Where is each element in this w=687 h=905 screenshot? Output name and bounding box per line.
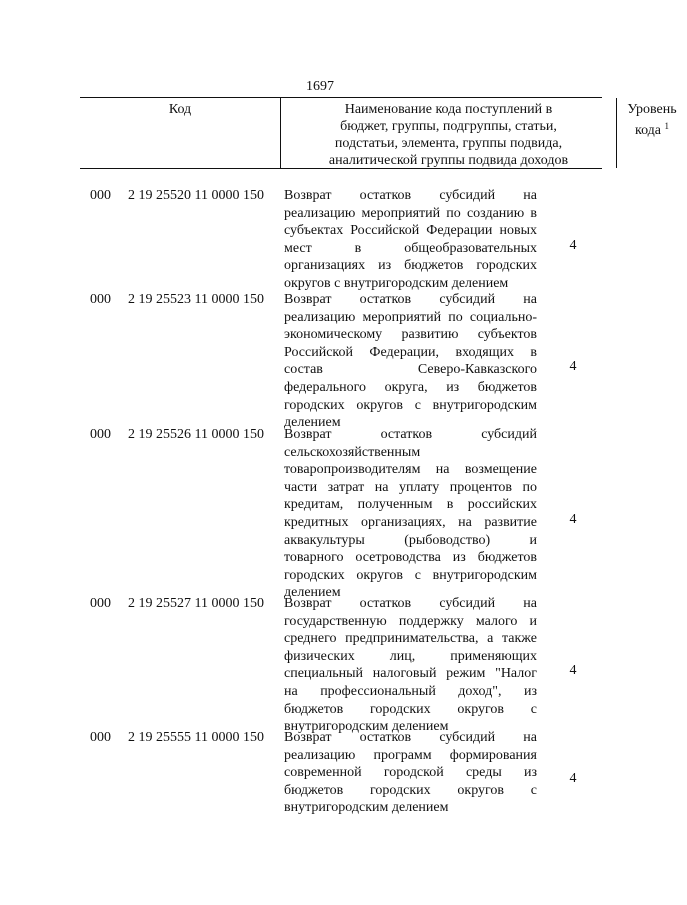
header-level — [617, 98, 687, 168]
row-description-line: государственную поддержку малого и — [284, 613, 537, 629]
row-description-line: специальный налоговый режим "Налог — [284, 666, 537, 682]
row-description-line: внутригородским делением — [284, 719, 449, 735]
row-description-line: внутригородским делением — [284, 800, 449, 816]
row-description-line: аквакультуры (рыбоводство) и — [284, 532, 537, 548]
row-description — [284, 291, 537, 432]
row-description-line: городских округов с внутригородским — [284, 567, 537, 583]
row-code: 2 19 25526 11 0000 150 — [128, 427, 264, 442]
header-level-word2 — [617, 118, 687, 139]
row-description-line: округов с внутригородским делением — [284, 275, 509, 291]
header-level-kod: кода — [634, 123, 662, 138]
row-level: 4 — [569, 663, 577, 679]
row-description-line: реализацию программ формирования — [284, 747, 537, 763]
row-description-line: бюджетов городских округов с — [284, 701, 537, 717]
row-description-line: товарного осетроводства из бюджетов — [284, 550, 537, 566]
row-description-line: среднего предпринимательства, а также — [284, 631, 537, 647]
row-description-line: реализацию мероприятий по социально- — [284, 309, 537, 325]
header-code: Код — [168, 102, 192, 117]
row-description-line: товаропроизводителям на возмещение — [284, 462, 537, 478]
row-prefix: 000 — [90, 427, 111, 442]
page-number: 1697 — [306, 79, 334, 94]
row-description-line: Возврат остатков субсидий на — [284, 292, 537, 307]
row-description-line: кредитам, полученным в российских — [284, 497, 537, 513]
row-description-line: федерального округа, из бюджетов — [284, 379, 537, 395]
row-description-line: субъектах Российской Федерации новых — [284, 223, 537, 239]
header-name-line: Наименование кода поступлений в — [344, 102, 553, 117]
row-description-line: Возврат остатков субсидий — [284, 427, 537, 442]
header-level-footnote: 1 — [664, 121, 670, 131]
row-description-line: физических лиц, применяющих — [284, 648, 537, 664]
row-description — [284, 426, 537, 602]
row-description-line: на профессиональный доход", из — [284, 683, 537, 699]
row-prefix: 000 — [90, 730, 111, 745]
row-description-line: экономическому развитию субъектов — [284, 327, 537, 343]
row-description-line: делением — [284, 585, 341, 601]
row-description-line: части затрат на уплату процентов по — [284, 479, 537, 495]
row-description-line: бюджетов городских округов с — [284, 782, 537, 798]
header-name-line: аналитической группы подвида доходов — [328, 153, 569, 168]
row-description — [284, 187, 537, 293]
row-description-line: городских округов с внутригородским — [284, 397, 537, 413]
row-description — [284, 595, 537, 736]
row-level: 4 — [569, 237, 577, 253]
row-prefix: 000 — [90, 188, 111, 203]
header-name-line: бюджет, группы, подгруппы, статьи, — [340, 119, 557, 134]
row-description-line: Возврат остатков субсидий на — [284, 596, 537, 611]
row-description-line: Возврат остатков субсидий на — [284, 188, 537, 203]
row-code: 2 19 25555 11 0000 150 — [128, 730, 264, 745]
row-prefix: 000 — [90, 596, 111, 611]
row-code: 2 19 25523 11 0000 150 — [128, 292, 264, 307]
header-level-word: Уровень — [627, 102, 677, 117]
row-description-line: организациях из бюджетов городских — [284, 258, 537, 274]
row-description-line: мест в общеобразовательных — [284, 240, 537, 256]
row-level: 4 — [569, 512, 577, 527]
row-prefix: 000 — [90, 292, 111, 307]
row-description-line: Возврат остатков субсидий на — [284, 730, 537, 745]
row-code: 2 19 25527 11 0000 150 — [128, 596, 264, 611]
row-description-line: сельскохозяйственным — [284, 444, 421, 460]
header-name-line: подстатьи, элемента, группы подвида, — [334, 136, 563, 151]
row-description-line: состав Северо-Кавказского — [284, 362, 537, 378]
row-description-line: современной городской среды из — [284, 765, 537, 781]
row-code: 2 19 25520 11 0000 150 — [128, 188, 264, 203]
row-description — [284, 729, 537, 817]
row-description-line: делением — [284, 415, 341, 431]
row-level: 4 — [569, 771, 577, 786]
row-description-line: Российской Федерации, входящих в — [284, 344, 537, 360]
row-description-line: реализацию мероприятий по созданию в — [284, 205, 537, 221]
header-name — [280, 98, 617, 168]
row-description-line: кредитных организациях, на развитие — [284, 514, 537, 530]
row-level: 4 — [569, 359, 577, 375]
table-header — [80, 97, 677, 169]
